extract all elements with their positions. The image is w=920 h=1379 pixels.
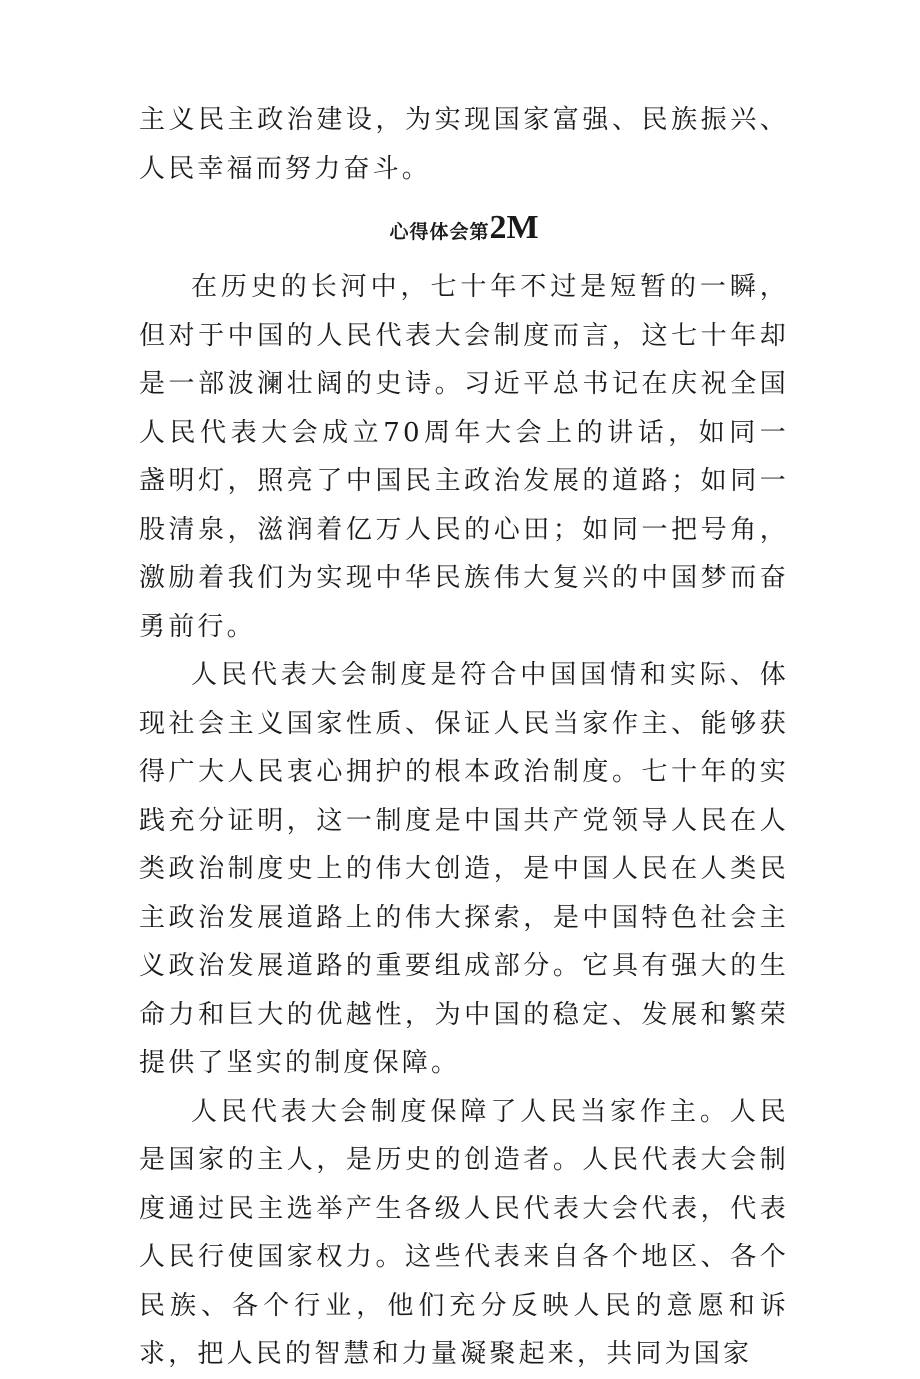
document-page (139, 96, 789, 1379)
section-heading-text: 心得体会第 (389, 221, 490, 243)
intro-paragraph: 主义民主政治建设，为实现国家富强、民族振兴、人民幸福而努力奋斗。 (139, 105, 789, 184)
body-paragraph-3: 人民代表大会制度保障了人民当家作主。人民是国家的主人，是历史的创造者。人民代表大会制度通过民主选举产生各级人民代表大会代表，代表人民行使国家权力。这些代表来自各个地区、各个民族、各个行业，他们充分反映人民的意愿和诉求，把人民的智慧和力量凝聚起来，共同为国家 (139, 1096, 789, 1369)
body-paragraph-1: 在历史的长河中，七十年不过是短暂的一瞬，但对于中国的人民代表大会制度而言，这七十年却是一部波澜壮阔的史诗。习近平总书记在庆祝全国人民代表大会成立70周年大会上的讲话，如同一盏明灯，照亮了中国民主政治发展的道路；如同一股清泉，滋润着亿万人民的心田；如同一把号角，激励着我们为实现中华民族伟大复兴的中国梦而奋勇前行。 (139, 272, 789, 642)
section-heading-number: 2M (489, 209, 539, 246)
section-heading (139, 193, 789, 263)
body-paragraph-2: 人民代表大会制度是符合中国国情和实际、体现社会主义国家性质、保证人民当家作主、能够获得广大人民衷心拥护的根本政治制度。七十年的实践充分证明，这一制度是中国共产党领导人民在人类政治制度史上的伟大创造，是中国人民在人类民主政治发展道路上的伟大探索，是中国特色社会主义政治发展道路的重要组成部分。它具有强大的生命力和巨大的优越性，为中国的稳定、发展和繁荣提供了坚实的制度保障。 (139, 660, 789, 1078)
